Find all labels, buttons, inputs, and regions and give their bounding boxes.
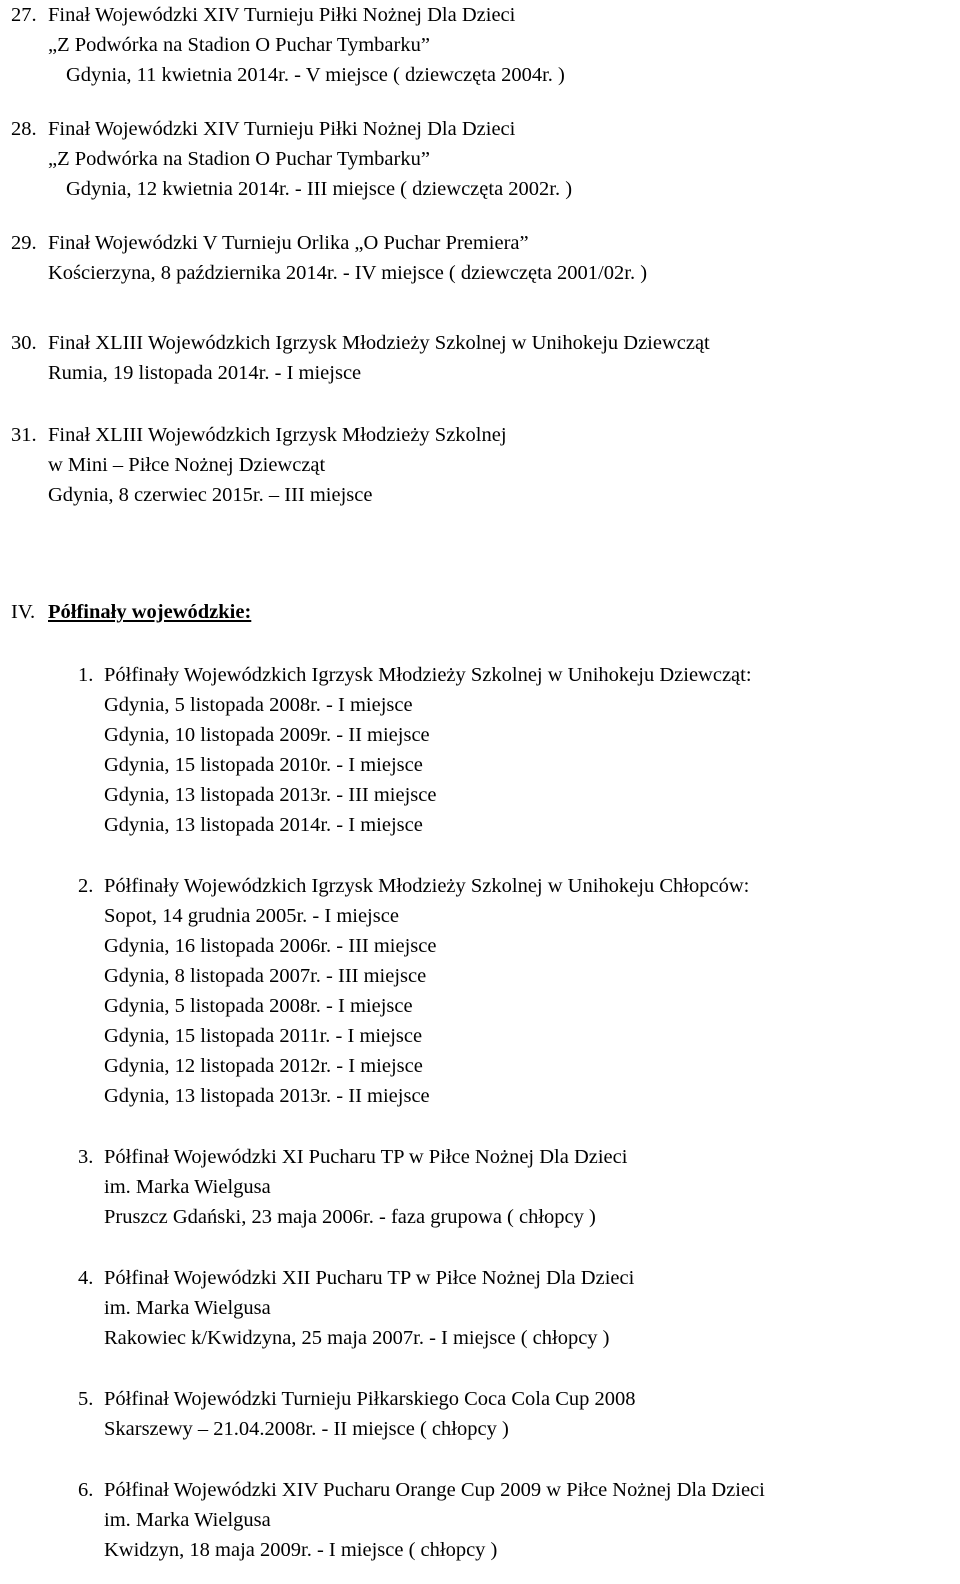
item-line: Finał Wojewódzki XIV Turnieju Piłki Nożnej Dla Dzieci xyxy=(48,4,516,26)
item-number: 4. xyxy=(78,1267,94,1289)
item-number: 6. xyxy=(78,1479,94,1501)
item-line: Gdynia, 12 listopada 2012r. - I miejsce xyxy=(104,1055,423,1077)
item-line: Finał XLIII Wojewódzkich Igrzysk Młodzieży Szkolnej xyxy=(48,424,507,446)
item-line: im. Marka Wielgusa xyxy=(104,1509,271,1531)
item-line: Pruszcz Gdański, 23 maja 2006r. - faza grupowa ( chłopcy ) xyxy=(104,1206,596,1228)
item-number: 30. xyxy=(11,332,37,354)
item-line: Półfinał Wojewódzki XII Pucharu TP w Piłce Nożnej Dla Dzieci xyxy=(104,1267,635,1289)
item-line: „Z Podwórka na Stadion O Puchar Tymbarku” xyxy=(48,34,430,56)
item-line: Sopot, 14 grudnia 2005r. - I miejsce xyxy=(104,905,399,927)
item-line: Finał XLIII Wojewódzkich Igrzysk Młodzieży Szkolnej w Unihokeju Dziewcząt xyxy=(48,332,710,354)
item-line: Półfinały Wojewódzkich Igrzysk Młodzieży Szkolnej w Unihokeju Chłopców: xyxy=(104,875,750,897)
item-line: Półfinał Wojewódzki XIV Pucharu Orange Cup 2009 w Piłce Nożnej Dla Dzieci xyxy=(104,1479,765,1501)
item-line: im. Marka Wielgusa xyxy=(104,1176,271,1198)
item-line: Rumia, 19 listopada 2014r. - I miejsce xyxy=(48,362,362,384)
item-line: Gdynia, 15 listopada 2011r. - I miejsce xyxy=(104,1025,423,1047)
item-line: Gdynia, 13 listopada 2013r. - III miejsce xyxy=(104,784,437,806)
item-line: Gdynia, 12 kwietnia 2014r. - III miejsce ( dziewczęta 2002r. ) xyxy=(66,178,573,200)
item-line: Gdynia, 8 czerwiec 2015r. – III miejsce xyxy=(48,484,373,506)
item-line: „Z Podwórka na Stadion O Puchar Tymbarku” xyxy=(48,148,430,170)
item-line: Gdynia, 8 listopada 2007r. - III miejsce xyxy=(104,965,427,987)
item-number: 5. xyxy=(78,1388,94,1410)
item-line: Skarszewy – 21.04.2008r. - II miejsce ( chłopcy ) xyxy=(104,1418,509,1440)
item-number: 29. xyxy=(11,232,37,254)
item-line: Półfinał Wojewódzki Turnieju Piłkarskiego Coca Cola Cup 2008 xyxy=(104,1388,636,1410)
item-number: 31. xyxy=(11,424,37,446)
item-line: Półfinały Wojewódzkich Igrzysk Młodzieży Szkolnej w Unihokeju Dziewcząt: xyxy=(104,664,752,686)
item-line: Gdynia, 13 listopada 2013r. - II miejsce xyxy=(104,1085,430,1107)
heading-title: Półfinały wojewódzkie: xyxy=(48,601,252,623)
item-line: Gdynia, 15 listopada 2010r. - I miejsce xyxy=(104,754,423,776)
item-line: Finał Wojewódzki V Turnieju Orlika „O Puchar Premiera” xyxy=(48,232,529,254)
item-number: 28. xyxy=(11,118,37,140)
item-line: Rakowiec k/Kwidzyna, 25 maja 2007r. - I miejsce ( chłopcy ) xyxy=(104,1327,610,1349)
item-number: 1. xyxy=(78,664,94,686)
heading-number: IV. xyxy=(11,601,36,623)
item-line: Gdynia, 11 kwietnia 2014r. - V miejsce ( dziewczęta 2004r. ) xyxy=(66,64,565,86)
item-number: 2. xyxy=(78,875,94,897)
item-line: Gdynia, 5 listopada 2008r. - I miejsce xyxy=(104,694,413,716)
item-line: Gdynia, 10 listopada 2009r. - II miejsce xyxy=(104,724,430,746)
item-line: Gdynia, 13 listopada 2014r. - I miejsce xyxy=(104,814,423,836)
item-number: 3. xyxy=(78,1146,94,1168)
item-number: 27. xyxy=(11,4,37,26)
item-line: Półfinał Wojewódzki XI Pucharu TP w Piłce Nożnej Dla Dzieci xyxy=(104,1146,628,1168)
item-line: Finał Wojewódzki XIV Turnieju Piłki Nożnej Dla Dzieci xyxy=(48,118,516,140)
item-line: Gdynia, 16 listopada 2006r. - III miejsce xyxy=(104,935,437,957)
item-line: Kwidzyn, 18 maja 2009r. - I miejsce ( chłopcy ) xyxy=(104,1539,498,1561)
item-line: im. Marka Wielgusa xyxy=(104,1297,271,1319)
item-line: w Mini – Piłce Nożnej Dziewcząt xyxy=(48,454,326,476)
item-line: Kościerzyna, 8 października 2014r. - IV miejsce ( dziewczęta 2001/02r. ) xyxy=(48,262,648,284)
item-line: Gdynia, 5 listopada 2008r. - I miejsce xyxy=(104,995,413,1017)
